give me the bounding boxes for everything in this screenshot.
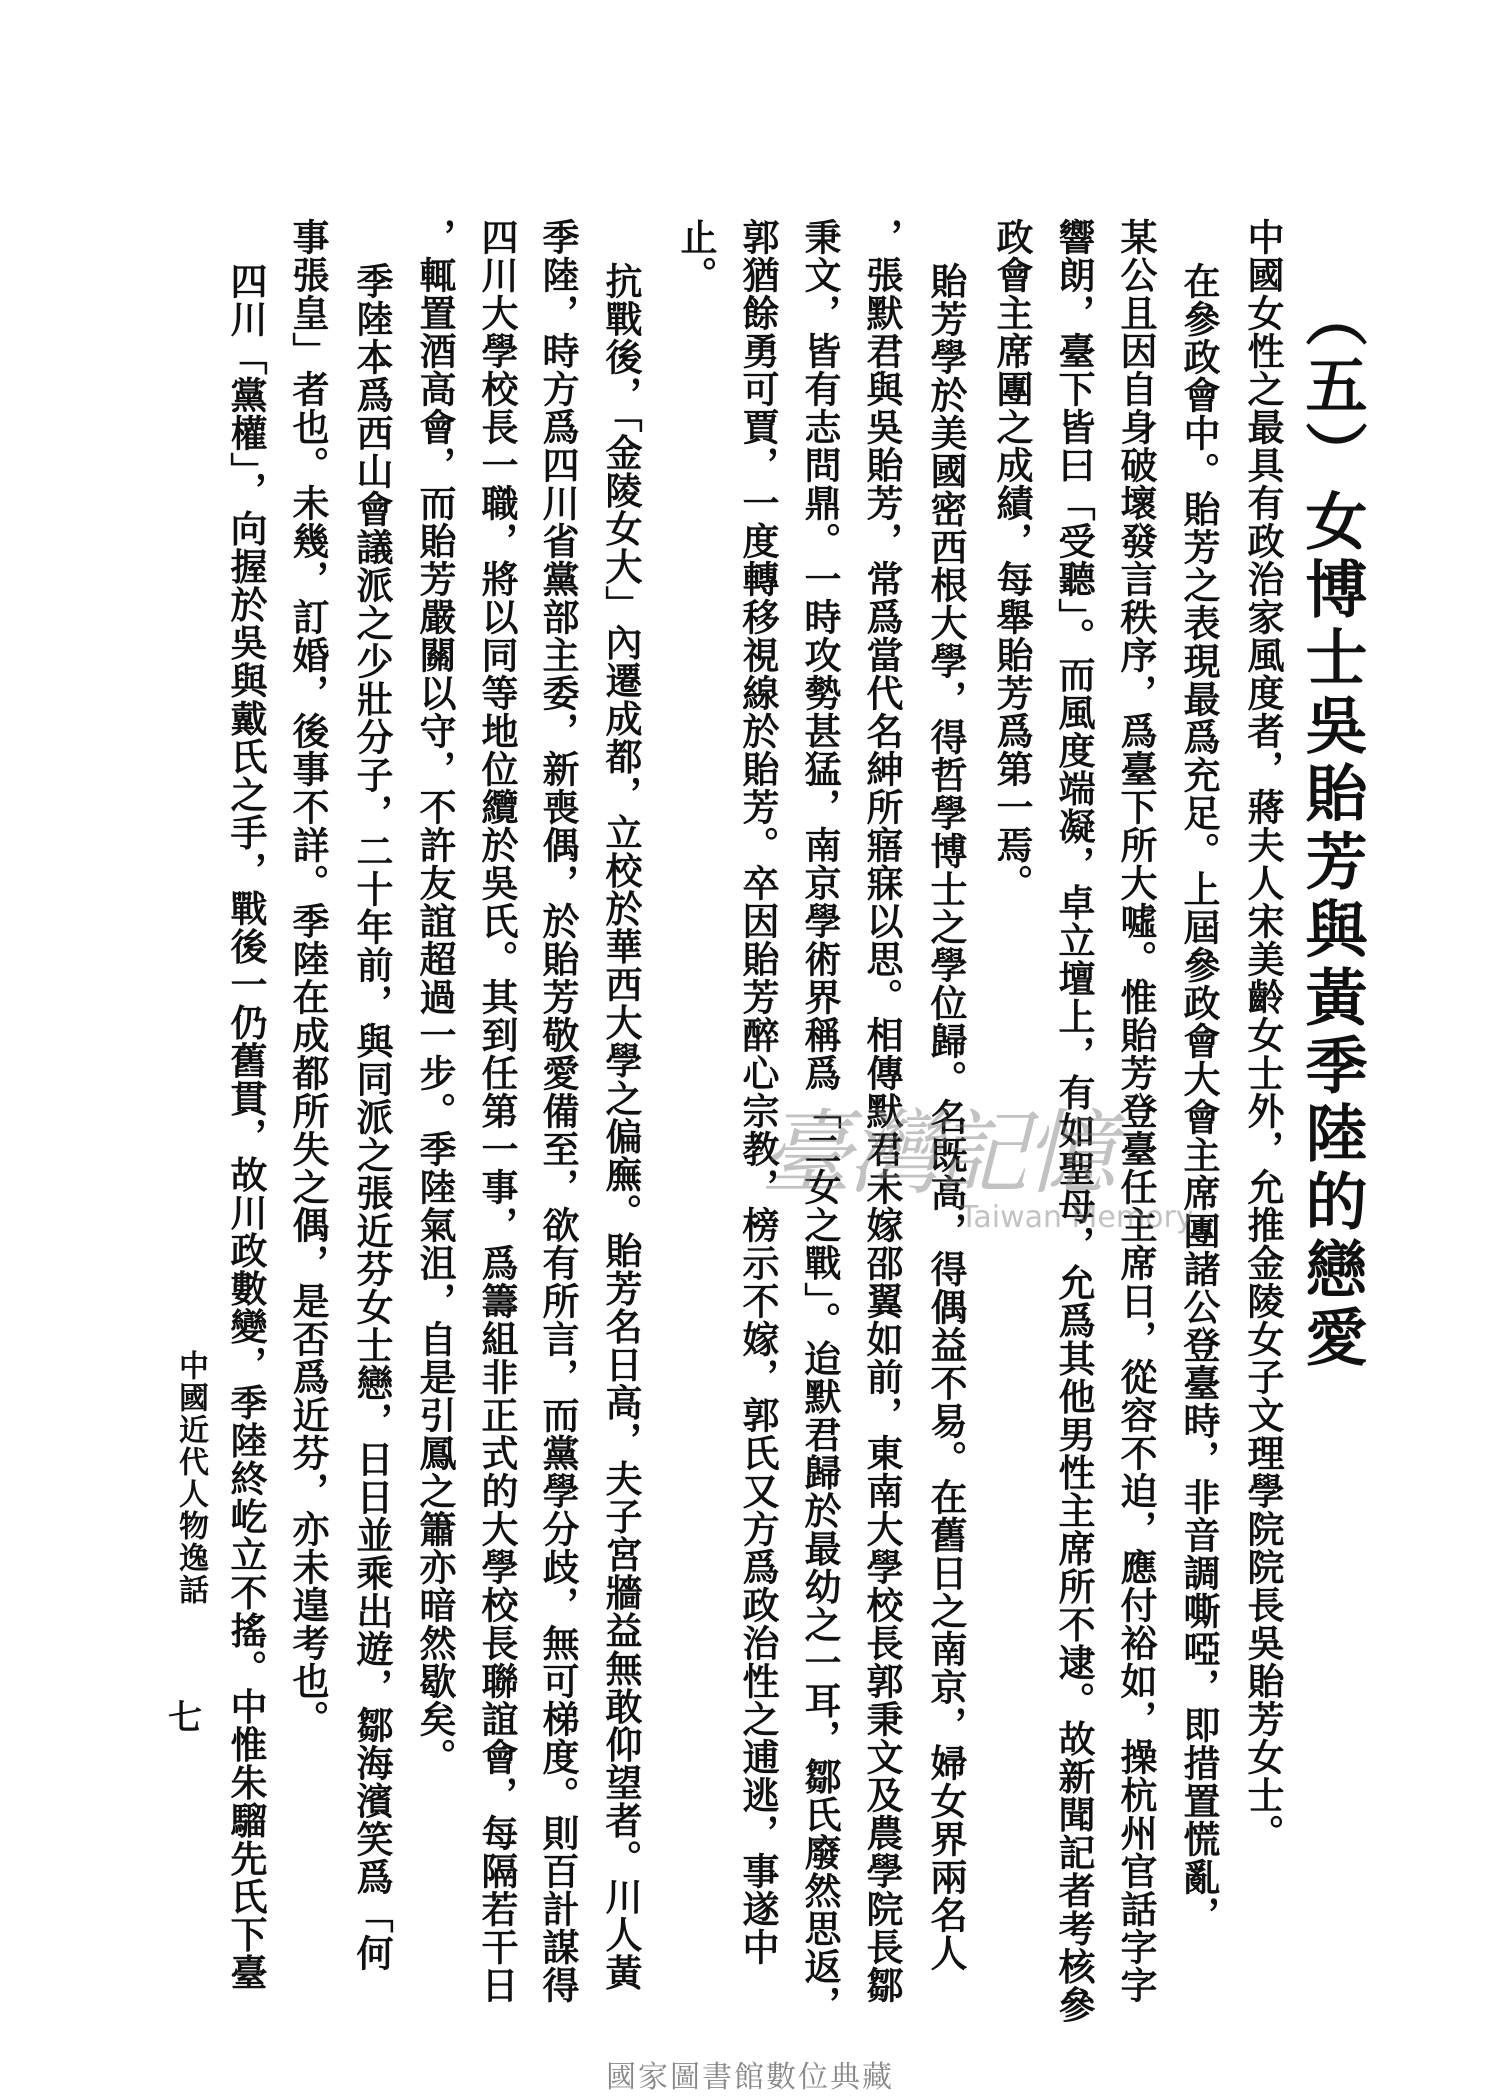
watermark-english: Taiwan Memory	[960, 1200, 1194, 1235]
text-column: 中國女性之最具有政治家風度者，蔣夫人宋美齡女士外，允推金陵女子文理學院院長吳貽芳女士。	[1241, 218, 1285, 1852]
text-column: 止。	[674, 218, 718, 294]
text-column: ，輒置酒高會，而貽芳嚴關以守，不許友誼超過一步。季陸氣沮，自是引鳳之簫亦暗然歇矣。	[413, 218, 457, 1776]
text-column: 季陸本爲西山會議派之少壯分子，二十年前，與同派之張近芬女士戀，日日並乘出遊，鄒海濱笑爲「何	[350, 262, 394, 1972]
chapter-title: （五）女博士吳貽芳與黃季陸的戀愛	[1295, 285, 1368, 1373]
text-column: 季陸，時方爲四川省黨部主委，新喪偶，於貽芳敬愛備至，欲有所言，而黨學分歧，無可梯度。則百計謀得	[536, 218, 580, 2004]
text-column: 郭猶餘勇可賈，一度轉移視線於貽芳。卒因貽芳醉心宗教，榜示不嫁，郭氏又方爲政治性之逋逃，事遂中	[736, 218, 780, 1966]
text-column: 四川大學校長一職，將以同等地位纜於吳氏。其到任第一事，爲籌組非正式的大學校長聯誼會，每隔若干日	[475, 218, 519, 2004]
book-title: 中國近代人物逸話	[173, 1350, 208, 1606]
text-column: 政會主席團之成績，每舉貽芳爲第一焉。	[990, 218, 1034, 902]
page-number: 七	[168, 1698, 202, 1738]
text-column: 秉文，皆有志問鼎。一時攻勢甚猛，南京學術界稱爲「二女之戰」。迨默君歸於最幼之一耳，鄒氏廢然思返，	[798, 218, 842, 2024]
watermark-chinese: 臺灣記憶	[760, 1100, 1113, 1207]
library-caption: 國家圖書館數位典藏	[606, 2060, 894, 2095]
text-column: 響朗，臺下皆曰「受聽」。而風度端凝，卓立壇上，有如聖母，允爲其他男性主席所不逮。故新聞記者考核參	[1052, 218, 1096, 2024]
text-column: 貽芳學於美國密西根大學，得哲學博士之學位歸。名既高，得偶益不易。在舊日之南京，婦女界兩名人	[924, 262, 968, 1972]
text-column: 四川「黨權」，向握於吳與戴氏之手，戰後一仍舊貫，故川政數變，季陸終屹立不搖。中惟朱騮先氏下臺	[224, 262, 268, 1992]
text-column: ，張默君與吳貽芳，常爲當代名紳所寤寐以思。相傳默君未嫁邵翼如前，東南大學校長郭秉文及農學院長鄒	[860, 218, 904, 2004]
text-column: 抗戰後，「金陵女大」內遷成都，立校於華西大學之偏廡。貽芳名日高，夫子宮牆益無敢仰望者。川人黃	[599, 262, 643, 1992]
text-column: 在參政會中。貽芳之表現最爲充足。上屆參政會大會主席團諸公登臺時，非音調嘶啞，即措置慌亂，	[1177, 262, 1221, 1934]
text-column: 某公且因自身破壞發言秩序，爲臺下所大噓。惟貽芳登臺任主席日，從容不迫，應付裕如，操杭州官話字字	[1114, 218, 1158, 2004]
text-column: 事張皇」者也。未幾，訂婚，後事不詳。季陸在成都所失之偶，是否爲近芬，亦未遑考也。	[286, 218, 330, 1738]
